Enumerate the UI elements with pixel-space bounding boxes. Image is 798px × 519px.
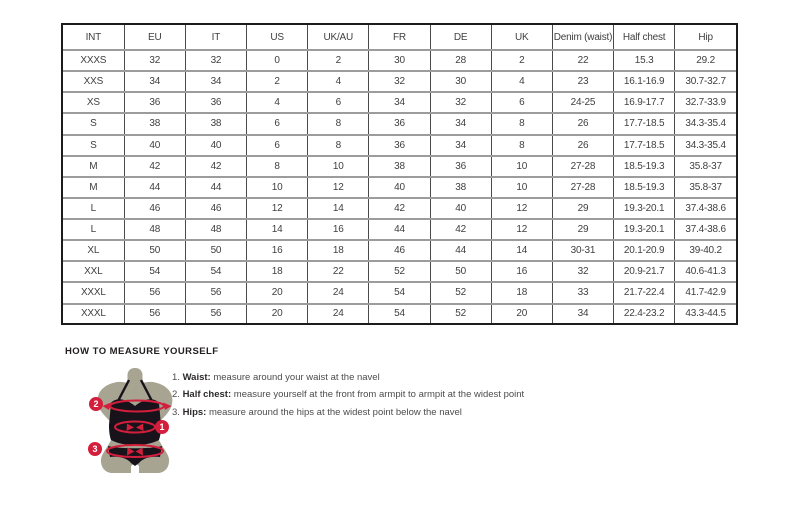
table-cell: 56 xyxy=(124,304,185,324)
table-cell: 17.7-18.5 xyxy=(614,135,675,156)
table-cell: 20 xyxy=(247,282,308,303)
table-cell: 2 xyxy=(491,50,552,71)
table-cell: 16 xyxy=(247,240,308,261)
table-cell: S xyxy=(63,135,124,156)
table-cell: 10 xyxy=(308,156,369,177)
size-table-head-row xyxy=(63,25,736,50)
table-cell: 56 xyxy=(185,304,246,324)
table-cell: 39-40.2 xyxy=(675,240,736,261)
table-row xyxy=(63,240,736,261)
table-cell: 19.3-20.1 xyxy=(614,219,675,240)
chest-badge xyxy=(89,397,103,411)
table-cell: 34 xyxy=(185,71,246,92)
column-header: FR xyxy=(369,25,430,50)
table-cell: 20 xyxy=(491,304,552,324)
table-cell: 2 xyxy=(247,71,308,92)
measure-instructions-list xyxy=(172,369,524,421)
table-cell: 36 xyxy=(369,135,430,156)
column-header: Hip xyxy=(675,25,736,50)
table-cell: 4 xyxy=(247,92,308,113)
table-cell: 32.7-33.9 xyxy=(675,92,736,113)
column-header: DE xyxy=(430,25,491,50)
table-cell: 8 xyxy=(491,113,552,134)
table-cell: 34 xyxy=(369,92,430,113)
table-cell: 42 xyxy=(124,156,185,177)
table-cell: 6 xyxy=(247,113,308,134)
table-cell: 6 xyxy=(247,135,308,156)
table-cell: 2 xyxy=(308,50,369,71)
table-cell: 54 xyxy=(185,261,246,282)
table-cell: 35.8-37 xyxy=(675,156,736,177)
table-cell: 32 xyxy=(552,261,613,282)
table-cell: 22 xyxy=(308,261,369,282)
table-cell: 50 xyxy=(185,240,246,261)
item-text: measure yourself at the front from armpit to armpit at the widest point xyxy=(231,389,525,401)
table-cell: 24-25 xyxy=(552,92,613,113)
item-label: Half chest: xyxy=(182,389,232,401)
column-header: INT xyxy=(63,25,124,50)
table-cell: 12 xyxy=(491,219,552,240)
column-header: US xyxy=(247,25,308,50)
table-cell: 40 xyxy=(124,135,185,156)
table-cell: 38 xyxy=(124,113,185,134)
table-cell: 8 xyxy=(491,135,552,156)
table-cell: 40.6-41.3 xyxy=(675,261,736,282)
table-cell: 44 xyxy=(430,240,491,261)
table-cell: L xyxy=(63,198,124,219)
measurement-figure xyxy=(84,367,186,475)
column-header: IT xyxy=(185,25,246,50)
table-cell: 34 xyxy=(124,71,185,92)
table-row xyxy=(63,304,736,324)
table-cell: 42 xyxy=(185,156,246,177)
table-cell: 42 xyxy=(369,198,430,219)
table-cell: 44 xyxy=(124,177,185,198)
table-cell: 26 xyxy=(552,135,613,156)
table-cell: 32 xyxy=(430,92,491,113)
column-header: UK xyxy=(491,25,552,50)
table-cell: 16 xyxy=(491,261,552,282)
table-cell: S xyxy=(63,113,124,134)
table-row xyxy=(63,113,736,134)
table-cell: 46 xyxy=(185,198,246,219)
table-cell: 29 xyxy=(552,219,613,240)
table-row xyxy=(63,71,736,92)
column-header: EU xyxy=(124,25,185,50)
table-cell: 56 xyxy=(185,282,246,303)
table-cell: 48 xyxy=(124,219,185,240)
size-table-body xyxy=(63,50,736,323)
table-cell: 32 xyxy=(185,50,246,71)
table-cell: 32 xyxy=(369,71,430,92)
table-cell: 37.4-38.6 xyxy=(675,198,736,219)
table-cell: 36 xyxy=(430,156,491,177)
table-cell: 38 xyxy=(185,113,246,134)
table-cell: 27-28 xyxy=(552,156,613,177)
table-cell: 4 xyxy=(308,71,369,92)
table-cell: 52 xyxy=(430,304,491,324)
table-cell: 20.1-20.9 xyxy=(614,240,675,261)
table-cell: 21.7-22.4 xyxy=(614,282,675,303)
table-cell: XXL xyxy=(63,261,124,282)
table-row xyxy=(63,282,736,303)
table-cell: 18 xyxy=(247,261,308,282)
table-cell: 29 xyxy=(552,198,613,219)
table-cell: 23 xyxy=(552,71,613,92)
column-header: Half chest xyxy=(614,25,675,50)
table-cell: 18.5-19.3 xyxy=(614,156,675,177)
table-row xyxy=(63,135,736,156)
table-cell: 15.3 xyxy=(614,50,675,71)
table-cell: XS xyxy=(63,92,124,113)
table-cell: 56 xyxy=(124,282,185,303)
item-text: measure around your waist at the navel xyxy=(210,372,380,383)
table-cell: 34.3-35.4 xyxy=(675,113,736,134)
list-item xyxy=(172,369,524,386)
table-row xyxy=(63,177,736,198)
table-cell: 41.7-42.9 xyxy=(675,282,736,303)
table-cell: 48 xyxy=(185,219,246,240)
table-cell: 44 xyxy=(185,177,246,198)
table-cell: 12 xyxy=(491,198,552,219)
table-cell: 8 xyxy=(247,156,308,177)
table-cell: 28 xyxy=(430,50,491,71)
table-cell: XXXL xyxy=(63,282,124,303)
table-row xyxy=(63,156,736,177)
table-cell: 10 xyxy=(491,156,552,177)
table-cell: 14 xyxy=(491,240,552,261)
table-cell: 40 xyxy=(430,198,491,219)
table-cell: 40 xyxy=(369,177,430,198)
table-cell: 46 xyxy=(369,240,430,261)
table-row xyxy=(63,198,736,219)
table-cell: 52 xyxy=(369,261,430,282)
measure-section-heading: HOW TO MEASURE YOURSELF xyxy=(65,346,219,357)
svg-text:3: 3 xyxy=(92,444,98,455)
table-cell: 30.7-32.7 xyxy=(675,71,736,92)
table-cell: 16.9-17.7 xyxy=(614,92,675,113)
table-cell: 16.1-16.9 xyxy=(614,71,675,92)
table-cell: 6 xyxy=(491,92,552,113)
table-cell: 14 xyxy=(308,198,369,219)
item-number: 1. xyxy=(172,372,183,383)
table-cell: 36 xyxy=(185,92,246,113)
table-cell: 35.8-37 xyxy=(675,177,736,198)
table-cell: 12 xyxy=(308,177,369,198)
column-header: Denim (waist) xyxy=(552,25,613,50)
table-cell: 14 xyxy=(247,219,308,240)
item-number: 3. xyxy=(172,406,183,418)
table-cell: 54 xyxy=(369,304,430,324)
svg-text:2: 2 xyxy=(93,399,99,410)
table-cell: 54 xyxy=(369,282,430,303)
table-cell: 50 xyxy=(430,261,491,282)
table-cell: 10 xyxy=(247,177,308,198)
table-cell: XXXL xyxy=(63,304,124,324)
table-cell: 18.5-19.3 xyxy=(614,177,675,198)
table-cell: 6 xyxy=(308,92,369,113)
table-cell: 20.9-21.7 xyxy=(614,261,675,282)
table-cell: M xyxy=(63,177,124,198)
table-cell: 36 xyxy=(124,92,185,113)
table-cell: 34 xyxy=(430,113,491,134)
table-cell: 18 xyxy=(308,240,369,261)
table-cell: 30-31 xyxy=(552,240,613,261)
table-cell: 52 xyxy=(430,282,491,303)
table-cell: XXS xyxy=(63,71,124,92)
item-label: Waist: xyxy=(182,372,211,383)
item-number: 2. xyxy=(172,389,183,401)
table-cell: 36 xyxy=(369,113,430,134)
table-row xyxy=(63,92,736,113)
table-cell: 22 xyxy=(552,50,613,71)
table-cell: L xyxy=(63,219,124,240)
table-cell: 43.3-44.5 xyxy=(675,304,736,324)
table-cell: 34 xyxy=(430,135,491,156)
table-cell: 37.4-38.6 xyxy=(675,219,736,240)
table-cell: 8 xyxy=(308,113,369,134)
list-item xyxy=(172,404,524,421)
table-row xyxy=(63,50,736,71)
table-cell: 32 xyxy=(124,50,185,71)
waist-badge xyxy=(155,420,169,434)
table-cell: 54 xyxy=(124,261,185,282)
table-cell: 30 xyxy=(430,71,491,92)
table-row xyxy=(63,219,736,240)
table-cell: 24 xyxy=(308,304,369,324)
table-cell: 27-28 xyxy=(552,177,613,198)
table-cell: XXXS xyxy=(63,50,124,71)
list-item xyxy=(172,386,524,403)
item-text: measure around the hips at the widest point below the navel xyxy=(206,406,462,418)
size-chart-table xyxy=(61,23,738,325)
table-cell: 4 xyxy=(491,71,552,92)
table-cell: 38 xyxy=(369,156,430,177)
table-row xyxy=(63,261,736,282)
hips-badge xyxy=(88,442,102,456)
column-header: UK/AU xyxy=(308,25,369,50)
table-cell: 34.3-35.4 xyxy=(675,135,736,156)
table-cell: 33 xyxy=(552,282,613,303)
table-cell: 20 xyxy=(247,304,308,324)
table-cell: 26 xyxy=(552,113,613,134)
table-cell: 19.3-20.1 xyxy=(614,198,675,219)
table-cell: 22.4-23.2 xyxy=(614,304,675,324)
svg-text:1: 1 xyxy=(159,422,165,433)
table-cell: 12 xyxy=(247,198,308,219)
table-cell: 10 xyxy=(491,177,552,198)
table-cell: 38 xyxy=(430,177,491,198)
table-cell: M xyxy=(63,156,124,177)
table-cell: 16 xyxy=(308,219,369,240)
table-cell: 34 xyxy=(552,304,613,324)
item-label: Hips: xyxy=(182,406,207,418)
table-cell: 40 xyxy=(185,135,246,156)
table-cell: XL xyxy=(63,240,124,261)
table-cell: 44 xyxy=(369,219,430,240)
table-cell: 24 xyxy=(308,282,369,303)
table-cell: 30 xyxy=(369,50,430,71)
table-cell: 29.2 xyxy=(675,50,736,71)
table-cell: 42 xyxy=(430,219,491,240)
table-cell: 50 xyxy=(124,240,185,261)
table-cell: 8 xyxy=(308,135,369,156)
table-cell: 0 xyxy=(247,50,308,71)
table-cell: 46 xyxy=(124,198,185,219)
table-cell: 17.7-18.5 xyxy=(614,113,675,134)
table-cell: 18 xyxy=(491,282,552,303)
